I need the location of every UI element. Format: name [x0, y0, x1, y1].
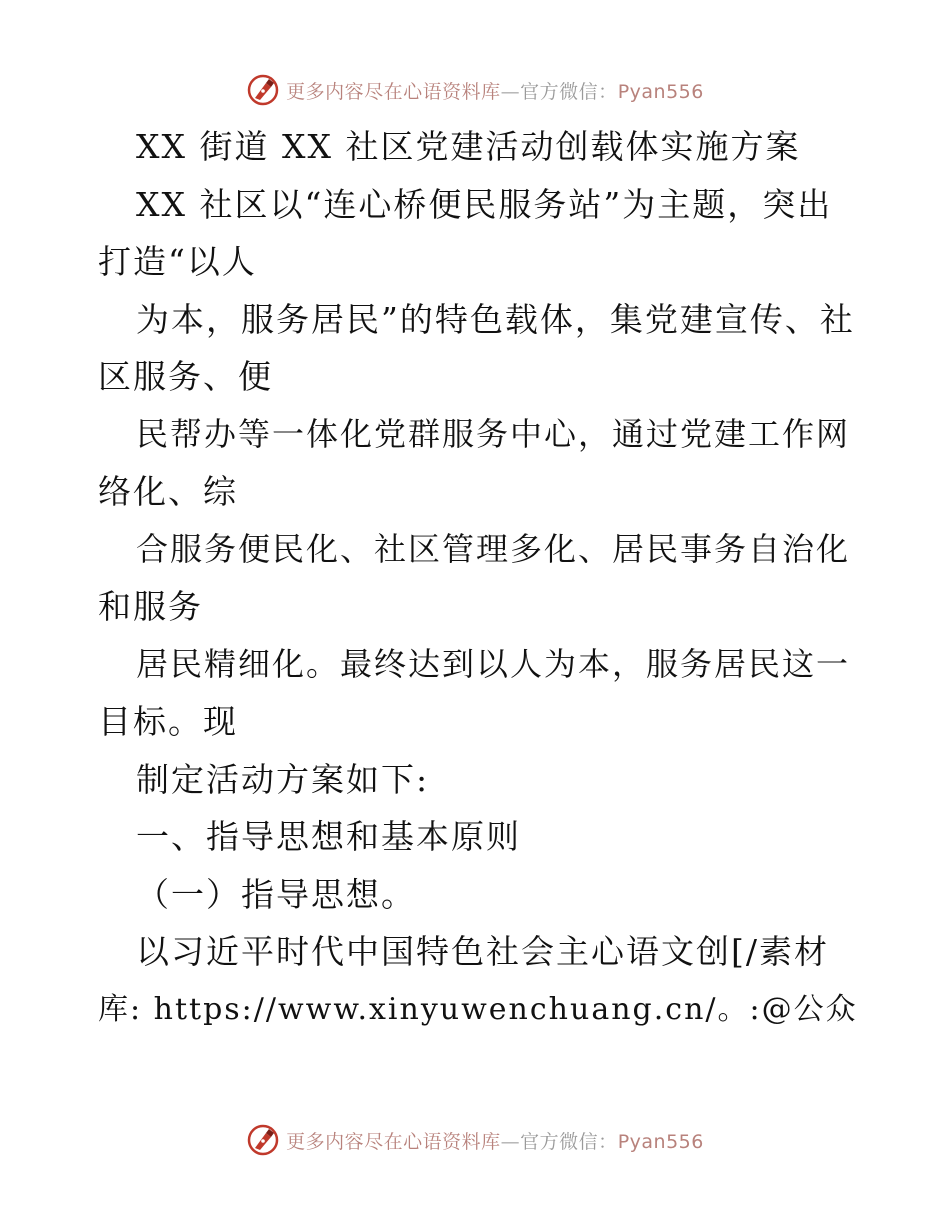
- watermark-wechat-label: 官方微信：: [520, 1130, 618, 1153]
- document-line: 络化、综: [98, 472, 238, 511]
- watermark-separator: —: [500, 1130, 521, 1153]
- watermark-wechat-id: Pyan556: [617, 1130, 704, 1153]
- document-line: XX 社区以“连心桥便民服务站”为主题，突出: [136, 184, 833, 224]
- watermark-wechat-id: Pyan556: [617, 80, 704, 103]
- document-line: 和服务: [98, 587, 203, 626]
- header-watermark: [0, 70, 950, 110]
- document-line: 为本，服务居民”的特色载体，集党建宣传、社: [136, 299, 855, 339]
- document-line: 合服务便民化、社区管理多化、居民事务自治化: [136, 529, 851, 568]
- subsection-heading: （一）指导思想。: [136, 874, 416, 914]
- document-line: 库: https://www.xinyuwenchuang.cn/。:@公众: [98, 991, 858, 1027]
- watermark-text: [286, 1127, 704, 1154]
- watermark-separator: —: [500, 80, 521, 103]
- document-line: XX 街道 XX 社区党建活动创载体实施方案: [136, 127, 801, 166]
- pen-nib-logo-icon: [246, 73, 280, 107]
- watermark-text: [286, 77, 704, 104]
- section-heading: 一、指导思想和基本原则: [136, 817, 521, 856]
- watermark-group: [246, 73, 704, 107]
- watermark-brand: 更多内容尽在心语资料库: [286, 1130, 501, 1153]
- document-line: 目标。现: [98, 702, 238, 741]
- document-line: 打造“以人: [98, 242, 257, 281]
- document-line: 居民精细化。最终达到以人为本，服务居民这一: [136, 644, 851, 683]
- pen-nib-logo-icon: [246, 1123, 280, 1157]
- watermark-wechat-label: 官方微信：: [520, 80, 618, 103]
- footer-watermark: [0, 1120, 950, 1160]
- watermark-group: [246, 1123, 704, 1157]
- watermark-brand: 更多内容尽在心语资料库: [286, 80, 501, 103]
- document-body: [98, 118, 858, 1038]
- document-line: 制定活动方案如下:: [136, 759, 430, 799]
- document-line: 以习近平时代中国特色社会主心语文创[/素材: [136, 932, 829, 971]
- document-line: 民帮办等一体化党群服务中心，通过党建工作网: [136, 414, 851, 453]
- document-line: 区服务、便: [98, 357, 273, 396]
